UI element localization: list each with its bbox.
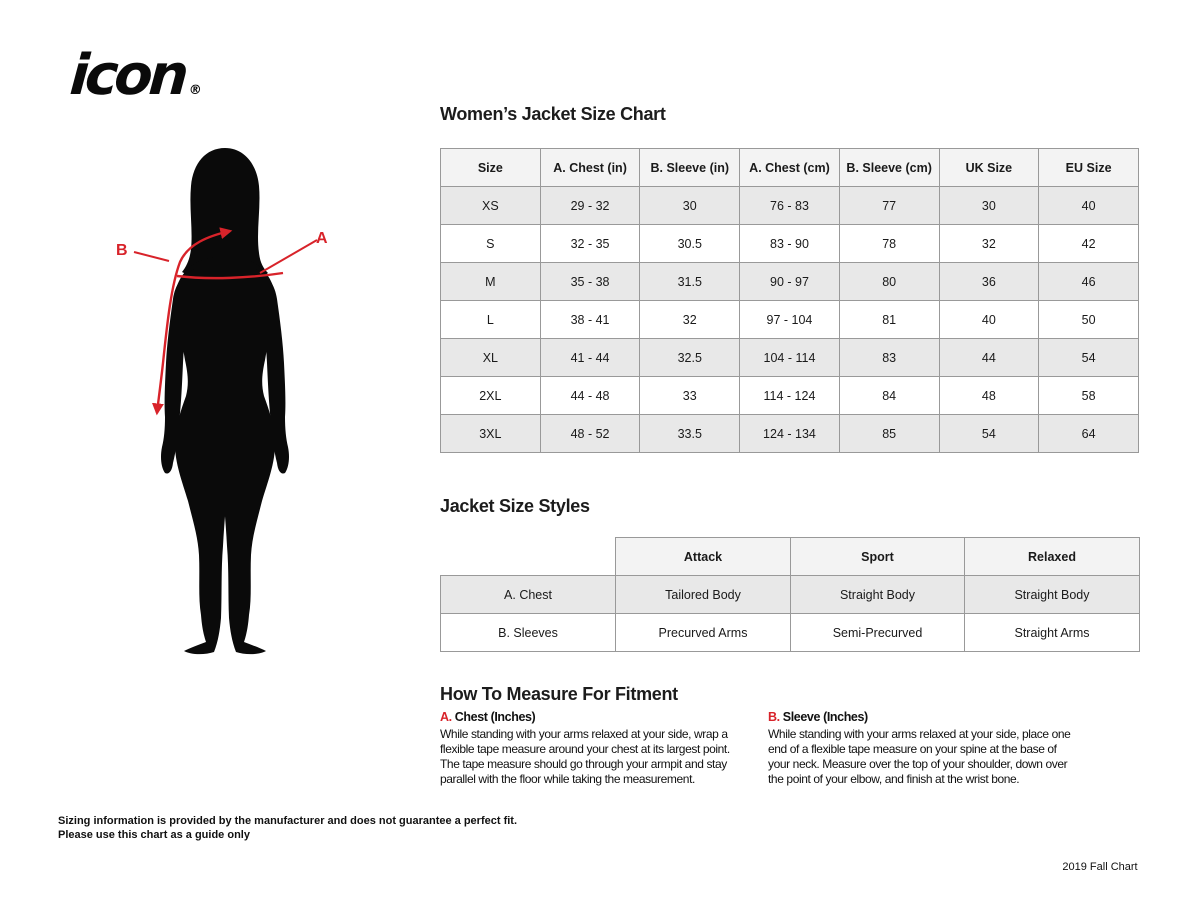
- column-header: A. Chest (cm): [740, 149, 840, 187]
- label-b-pointer-line: [134, 252, 169, 261]
- data-cell: 77: [839, 187, 939, 225]
- data-cell: 41 - 44: [540, 339, 640, 377]
- data-cell: Tailored Body: [616, 576, 791, 614]
- data-cell: 40: [1039, 187, 1139, 225]
- column-header: EU Size: [1039, 149, 1139, 187]
- data-cell: 33.5: [640, 415, 740, 453]
- chest-label-a: A: [316, 230, 328, 247]
- data-cell: 81: [839, 301, 939, 339]
- measure-sleeve-label: [768, 710, 1076, 725]
- measure-chest-label: [440, 710, 746, 725]
- header-row: [441, 149, 1139, 187]
- data-cell: 58: [1039, 377, 1139, 415]
- data-cell: 42: [1039, 225, 1139, 263]
- data-cell: 84: [839, 377, 939, 415]
- table-row: [441, 187, 1139, 225]
- data-cell: 30.5: [640, 225, 740, 263]
- size-chart-table: [440, 148, 1139, 453]
- row-label-cell: L: [441, 301, 541, 339]
- data-cell: 83 - 90: [740, 225, 840, 263]
- column-header: UK Size: [939, 149, 1039, 187]
- label-a-pointer-line: [260, 240, 317, 273]
- data-cell: Straight Body: [965, 576, 1140, 614]
- row-label-cell: S: [441, 225, 541, 263]
- row-label-cell: M: [441, 263, 541, 301]
- styles-table-title: Jacket Size Styles: [440, 496, 590, 516]
- data-cell: 38 - 41: [540, 301, 640, 339]
- size-chart-title: Women’s Jacket Size Chart: [440, 104, 666, 124]
- column-header: Size: [441, 149, 541, 187]
- measure-section-sleeve: [768, 710, 1076, 787]
- measure-chest-instructions: While standing with your arms relaxed at your side, wrap a flexible tape measure around your chest at its largest point. The tape measure should go through your armpit and stay parallel with the floor while taking the measurement.: [440, 727, 730, 786]
- table-row: [441, 301, 1139, 339]
- data-cell: 32 - 35: [540, 225, 640, 263]
- jacket-styles-table: [440, 537, 1140, 652]
- data-cell: Straight Body: [791, 576, 965, 614]
- row-label-cell: 2XL: [441, 377, 541, 415]
- row-label-cell: A. Chest: [441, 576, 616, 614]
- measure-chest-letter: A.: [440, 710, 452, 724]
- disclaimer-line-1: Sizing information is provided by the manufacturer and does not guarantee a perfect fit.: [58, 815, 518, 827]
- header-row: [441, 538, 1140, 576]
- data-cell: 29 - 32: [540, 187, 640, 225]
- registered-mark: ®: [188, 83, 203, 98]
- sizing-disclaimer: [58, 815, 517, 842]
- table-row: [441, 263, 1139, 301]
- column-header: A. Chest (in): [540, 149, 640, 187]
- table-row: [441, 225, 1139, 263]
- measure-sleeve-instructions: While standing with your arms relaxed at your side, place one end of a flexible tape measure on your spine at the base of your neck. Measure over the top of your shoulder, down over the point of your elbow, and finish at the wrist bone.: [768, 727, 1071, 786]
- logo-text: icon: [67, 43, 188, 108]
- data-cell: 83: [839, 339, 939, 377]
- sleeve-label-b: B: [116, 242, 128, 259]
- row-label-cell: XL: [441, 339, 541, 377]
- data-cell: 30: [939, 187, 1039, 225]
- data-cell: 40: [939, 301, 1039, 339]
- data-cell: Straight Arms: [965, 614, 1140, 652]
- measure-section-title: How To Measure For Fitment: [440, 684, 678, 704]
- chart-version-label: 2019 Fall Chart: [1062, 861, 1138, 873]
- measure-sleeve-label-text: Sleeve (Inches): [782, 710, 868, 724]
- data-cell: 54: [1039, 339, 1139, 377]
- data-cell: 44 - 48: [540, 377, 640, 415]
- table-row: [441, 614, 1140, 652]
- table-row: [441, 415, 1139, 453]
- data-cell: 90 - 97: [740, 263, 840, 301]
- data-cell: 80: [839, 263, 939, 301]
- silhouette-body: [174, 257, 276, 655]
- data-cell: 46: [1039, 263, 1139, 301]
- column-header: Sport: [791, 538, 965, 576]
- column-header: Attack: [616, 538, 791, 576]
- measure-chest-label-text: Chest (Inches): [454, 710, 536, 724]
- icon-brand-logo: [67, 43, 205, 108]
- data-cell: 35 - 38: [540, 263, 640, 301]
- data-cell: 76 - 83: [740, 187, 840, 225]
- row-label-cell: 3XL: [441, 415, 541, 453]
- data-cell: 54: [939, 415, 1039, 453]
- measure-sleeve-letter: B.: [768, 710, 780, 724]
- data-cell: 32: [939, 225, 1039, 263]
- table-row: [441, 377, 1139, 415]
- table-row: [441, 339, 1139, 377]
- data-cell: 44: [939, 339, 1039, 377]
- data-cell: 64: [1039, 415, 1139, 453]
- data-cell: 48 - 52: [540, 415, 640, 453]
- data-cell: 50: [1039, 301, 1139, 339]
- data-cell: 78: [839, 225, 939, 263]
- row-label-cell: XS: [441, 187, 541, 225]
- data-cell: 85: [839, 415, 939, 453]
- column-header: Relaxed: [965, 538, 1140, 576]
- data-cell: 124 - 134: [740, 415, 840, 453]
- column-header: B. Sleeve (in): [640, 149, 740, 187]
- data-cell: 97 - 104: [740, 301, 840, 339]
- disclaimer-line-2: Please use this chart as a guide only: [58, 828, 250, 841]
- measure-section-chest: [440, 710, 746, 787]
- row-label-cell: B. Sleeves: [441, 614, 616, 652]
- data-cell: 48: [939, 377, 1039, 415]
- data-cell: 104 - 114: [740, 339, 840, 377]
- column-header: B. Sleeve (cm): [839, 149, 939, 187]
- data-cell: 31.5: [640, 263, 740, 301]
- data-cell: 33: [640, 377, 740, 415]
- data-cell: 32: [640, 301, 740, 339]
- data-cell: 30: [640, 187, 740, 225]
- data-cell: 114 - 124: [740, 377, 840, 415]
- data-cell: 36: [939, 263, 1039, 301]
- data-cell: Semi-Precurved: [791, 614, 965, 652]
- data-cell: Precurved Arms: [616, 614, 791, 652]
- data-cell: 32.5: [640, 339, 740, 377]
- corner-cell: [441, 538, 616, 576]
- size-chart-header: [441, 149, 1139, 187]
- table-row: [441, 576, 1140, 614]
- female-silhouette-figure: [110, 145, 340, 660]
- styles-table-header: [441, 538, 1140, 576]
